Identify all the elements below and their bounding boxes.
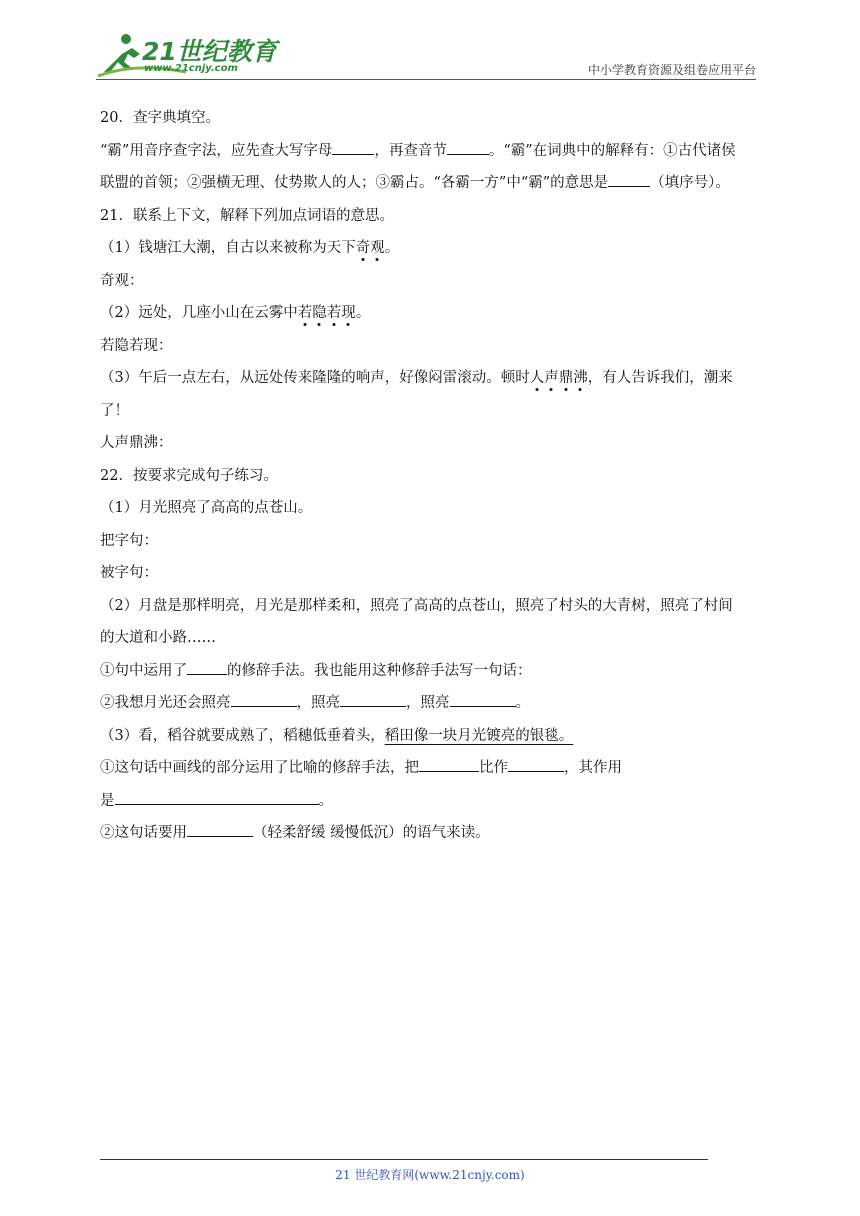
q22-j1-text-b: 比作 bbox=[479, 760, 508, 776]
q22-i2-text-c: ，照亮 bbox=[406, 695, 450, 711]
q21-sentence3-cont: 了！ bbox=[100, 402, 129, 419]
q22-title: 22．按要求完成句子练习。 bbox=[100, 467, 278, 484]
dotted-char: 观 bbox=[370, 240, 385, 256]
q22-j1-text: ①这句话中画线的部分运用了比喻的修辞手法，把 bbox=[100, 760, 419, 776]
header-platform-text: 中小学教育资源及组卷应用平台 bbox=[587, 63, 756, 77]
dotted-char: 若 bbox=[297, 305, 313, 321]
q20-blank-meaning[interactable] bbox=[608, 168, 650, 187]
q22-blank-object[interactable] bbox=[508, 753, 564, 772]
q22-bei-sentence: 被字句： bbox=[100, 565, 158, 581]
q22-blank-light2[interactable] bbox=[340, 688, 406, 707]
q21-s3-tail: ，有人告诉我们，潮来 bbox=[587, 370, 733, 386]
q21-s1-text: （1）钱塘江大潮，自古以来被称为天下 bbox=[100, 240, 356, 256]
q20-text-c: 。“霸”在词典中的解释有：①古代诸侯 bbox=[488, 142, 736, 159]
footer-divider bbox=[100, 1159, 708, 1160]
q21-sentence3 bbox=[100, 362, 762, 395]
q21-sentence1 bbox=[100, 232, 762, 265]
q22-sentence1: （1）月光照亮了高高的点苍山。 bbox=[100, 500, 313, 516]
q22-i1-tail: 的修辞手法。我也能用这种修辞手法写一句话： bbox=[227, 662, 532, 679]
q20-line1 bbox=[100, 135, 762, 168]
q22-sentence2: （2）月盘是那样明亮，月光是那样柔和，照亮了高高的点苍山，照亮了村头的大青树，照亮了村间 bbox=[100, 597, 733, 614]
page-header bbox=[96, 28, 756, 80]
dotted-char: 人 bbox=[529, 370, 545, 386]
q22-blank-effect[interactable] bbox=[115, 786, 319, 805]
q22-j3-text: ②这句话要用 bbox=[100, 825, 187, 841]
dotted-char: 若 bbox=[326, 305, 342, 321]
dotted-char: 鼎 bbox=[558, 370, 574, 386]
q22-i2-text-b: ，照亮 bbox=[296, 695, 340, 711]
q22-j1 bbox=[100, 752, 762, 785]
q21-s1-end: 。 bbox=[384, 240, 400, 256]
q22-sentence3 bbox=[100, 720, 762, 753]
q22-item2 bbox=[100, 687, 762, 720]
q22-s3-text: （3）看，稻谷就要成熟了，稻穗低垂着头， bbox=[100, 727, 385, 744]
q22-j3 bbox=[100, 817, 762, 850]
q22-i2-end: 。 bbox=[515, 695, 530, 711]
q20-text-e: （填序号）。 bbox=[650, 175, 730, 191]
dotted-char: 奇 bbox=[355, 240, 371, 256]
q22-j2-text: 是 bbox=[100, 792, 115, 809]
q22-ba-sentence: 把字句： bbox=[100, 532, 158, 549]
dotted-char: 隐 bbox=[312, 305, 327, 321]
q22-blank-tone[interactable] bbox=[187, 818, 253, 837]
q20-blank-syllable[interactable] bbox=[447, 136, 489, 155]
logo-wordmark: 21世纪教育 bbox=[142, 37, 277, 66]
q21-s2-text: （2）远处，几座小山在云雾中 bbox=[100, 305, 298, 321]
dotted-char: 声 bbox=[544, 370, 559, 386]
q20-line2 bbox=[100, 167, 762, 200]
q20-text-d: 联盟的首领；②强横无理、仗势欺人的人；③霸占。“各霸一方”中“霸”的意思是 bbox=[100, 175, 609, 191]
q22-j3-tail: （轻柔舒缓 缓慢低沉）的语气来读。 bbox=[253, 825, 490, 841]
logo-url: www.21cnjy.com bbox=[144, 63, 238, 74]
q20-text-a: “霸”用音序查字法，应先查大写字母 bbox=[100, 142, 333, 159]
footer-link[interactable]: 21 世纪教育网(www.21cnjy.com) bbox=[335, 1168, 525, 1182]
q22-blank-subject[interactable] bbox=[419, 753, 479, 772]
q21-s3-text: （3）午后一点左右，从远处传来隆隆的响声，好像闷雷滚动。顿时 bbox=[100, 370, 530, 386]
q22-blank-light1[interactable] bbox=[231, 688, 297, 707]
q21-title: 21．联系上下文，解释下列加点词语的意思。 bbox=[100, 207, 394, 224]
q22-j2 bbox=[100, 785, 762, 818]
underlined-phrase: 稻田像一块月光镀亮的银毯。 bbox=[384, 727, 574, 744]
q21-sentence2 bbox=[100, 297, 762, 330]
q21-answer1: 奇观： bbox=[100, 272, 144, 289]
q22-blank-rhetoric[interactable] bbox=[187, 656, 227, 675]
q22-j1-tail: ，其作用 bbox=[564, 760, 622, 776]
q20-blank-letter[interactable] bbox=[332, 136, 374, 155]
q22-i1-text: ①句中运用了 bbox=[100, 662, 187, 679]
exercise-content bbox=[100, 102, 762, 850]
q22-blank-light3[interactable] bbox=[450, 688, 516, 707]
q21-answer3: 人声鼎沸： bbox=[100, 435, 173, 451]
q21-answer2: 若隐若现： bbox=[100, 337, 173, 354]
dotted-char: 现 bbox=[341, 305, 356, 321]
header-divider bbox=[96, 79, 756, 80]
q22-sentence2-cont: 的大道和小路…… bbox=[100, 630, 216, 646]
q21-s2-end: 。 bbox=[355, 305, 371, 321]
q20-text-b: ，再查音节 bbox=[374, 142, 447, 159]
dotted-char: 沸 bbox=[573, 370, 588, 386]
q20-title: 20．查字典填空。 bbox=[100, 110, 220, 126]
q22-item1 bbox=[100, 655, 762, 688]
q22-i2-text: ②我想月光还会照亮 bbox=[100, 695, 231, 711]
q22-j2-end: 。 bbox=[318, 792, 333, 809]
